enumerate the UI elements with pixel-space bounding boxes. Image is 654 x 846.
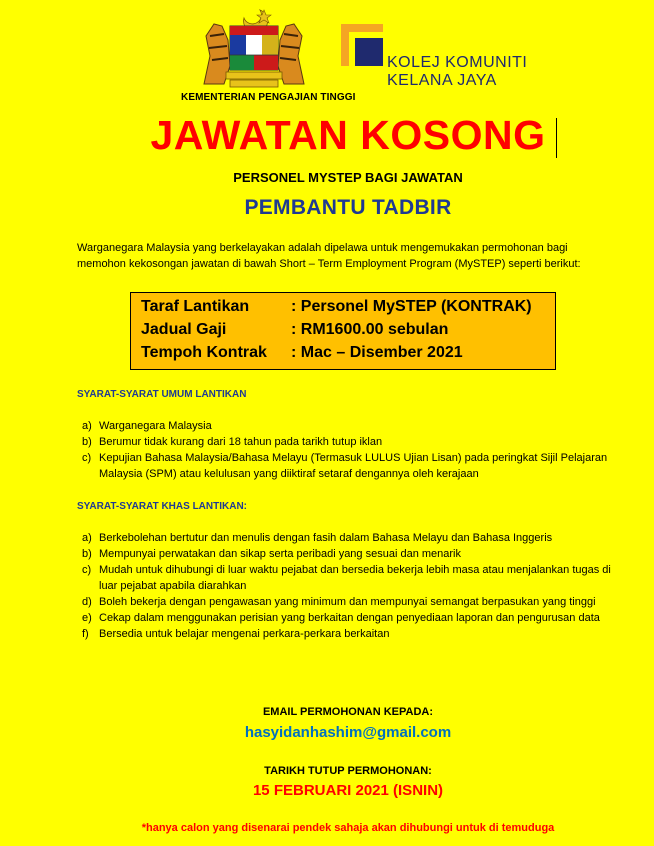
list-item bbox=[77, 530, 622, 546]
list-text: Kepujian Bahasa Malaysia/Bahasa Melayu (Termasuk LULUS Ujian Lisan) pada peringkat Sijil Pelajaran Malaysia (SPM) atau kelulusan yang diiktiraf setaraf dengannya oleh kerajaan bbox=[99, 452, 608, 480]
ministry-name: KEMENTERIAN PENGAJIAN TINGGI bbox=[181, 92, 356, 103]
detail-row bbox=[141, 321, 448, 339]
detail-value: : Personel MySTEP (KONTRAK) bbox=[291, 298, 532, 315]
subtitle: PERSONEL MYSTEP BAGI JAWATAN bbox=[233, 170, 463, 185]
list-item bbox=[77, 562, 622, 594]
list-letter: d) bbox=[82, 596, 92, 608]
special-requirements-heading: SYARAT-SYARAT KHAS LANTIKAN: bbox=[77, 501, 248, 512]
list-letter: a) bbox=[82, 532, 92, 544]
intro-paragraph: Warganegara Malaysia yang berkelayakan adalah dipelawa untuk mengemukakan permohonan bagi memohon kekosongan jawatan di bawah Short – Term Employment Program (MySTEP) seperti berikut: bbox=[77, 242, 581, 270]
list-text: Bersedia untuk belajar mengenai perkara-perkara berkaitan bbox=[99, 628, 390, 640]
list-item bbox=[77, 418, 622, 434]
closing-date-label: TARIKH TUTUP PERMOHONAN: bbox=[264, 765, 432, 777]
college-name-line1: KOLEJ KOMUNITI bbox=[387, 54, 528, 71]
coat-of-arms-icon bbox=[200, 6, 308, 92]
list-item bbox=[77, 546, 622, 562]
detail-value: : RM1600.00 sebulan bbox=[291, 321, 449, 338]
list-item bbox=[77, 626, 622, 642]
page-title: JAWATAN KOSONG bbox=[150, 112, 546, 158]
list-item bbox=[77, 610, 622, 626]
email-label: EMAIL PERMOHONAN KEPADA: bbox=[262, 706, 434, 718]
list-letter: b) bbox=[82, 548, 92, 560]
list-item bbox=[77, 450, 622, 482]
footnote: *hanya calon yang disenarai pendek sahaja akan dihubungi untuk di temuduga bbox=[141, 822, 555, 834]
list-text: Berumur tidak kurang dari 18 tahun pada tarikh tutup iklan bbox=[99, 436, 383, 448]
detail-label: Jadual Gaji bbox=[141, 321, 227, 338]
list-text: Boleh bekerja dengan pengawasan yang minimum dan mempunyai semangat berpasukan yang tinggi bbox=[99, 596, 596, 608]
list-text: Warganegara Malaysia bbox=[99, 420, 212, 432]
list-letter: a) bbox=[82, 420, 92, 432]
list-letter: c) bbox=[82, 452, 92, 464]
general-requirements-heading: SYARAT-SYARAT UMUM LANTIKAN bbox=[77, 389, 247, 400]
special-requirements-list bbox=[77, 530, 622, 642]
list-letter: b) bbox=[82, 436, 92, 448]
list-letter: f) bbox=[82, 628, 89, 640]
list-item bbox=[77, 434, 622, 450]
closing-date: 15 FEBRUARI 2021 (ISNIN) bbox=[252, 782, 444, 799]
general-requirements-list bbox=[77, 418, 622, 482]
detail-label: Tempoh Kontrak bbox=[141, 344, 267, 361]
list-letter: c) bbox=[82, 564, 92, 576]
detail-row bbox=[141, 344, 463, 362]
list-text: Mudah untuk dihubungi di luar waktu pejabat dan bersedia bekerja lebih masa atau menjalankan tugas di luar pejabat apabila diarahkan bbox=[99, 564, 611, 592]
list-item bbox=[77, 594, 622, 610]
details-box bbox=[130, 292, 556, 370]
list-text: Berkebolehan bertutur dan menulis dengan fasih dalam Bahasa Melayu dan Bahasa Inggeris bbox=[99, 532, 553, 544]
position-title: PEMBANTU TADBIR bbox=[244, 196, 452, 219]
list-text: Cekap dalam menggunakan perisian yang berkaitan dengan penyediaan laporan dan pengurusan data bbox=[99, 612, 600, 624]
kolej-komuniti-logo-icon bbox=[341, 24, 383, 66]
list-letter: e) bbox=[82, 612, 92, 624]
detail-label: Taraf Lantikan bbox=[141, 298, 250, 315]
application-email-link[interactable]: hasyidanhashim@gmail.com bbox=[244, 724, 452, 741]
detail-value: : Mac – Disember 2021 bbox=[291, 344, 463, 361]
college-name-line2: KELANA JAYA bbox=[387, 72, 497, 89]
text-cursor bbox=[556, 118, 557, 158]
list-text: Mempunyai perwatakan dan sikap serta peribadi yang sesuai dan menarik bbox=[99, 548, 461, 560]
detail-row bbox=[141, 298, 532, 316]
